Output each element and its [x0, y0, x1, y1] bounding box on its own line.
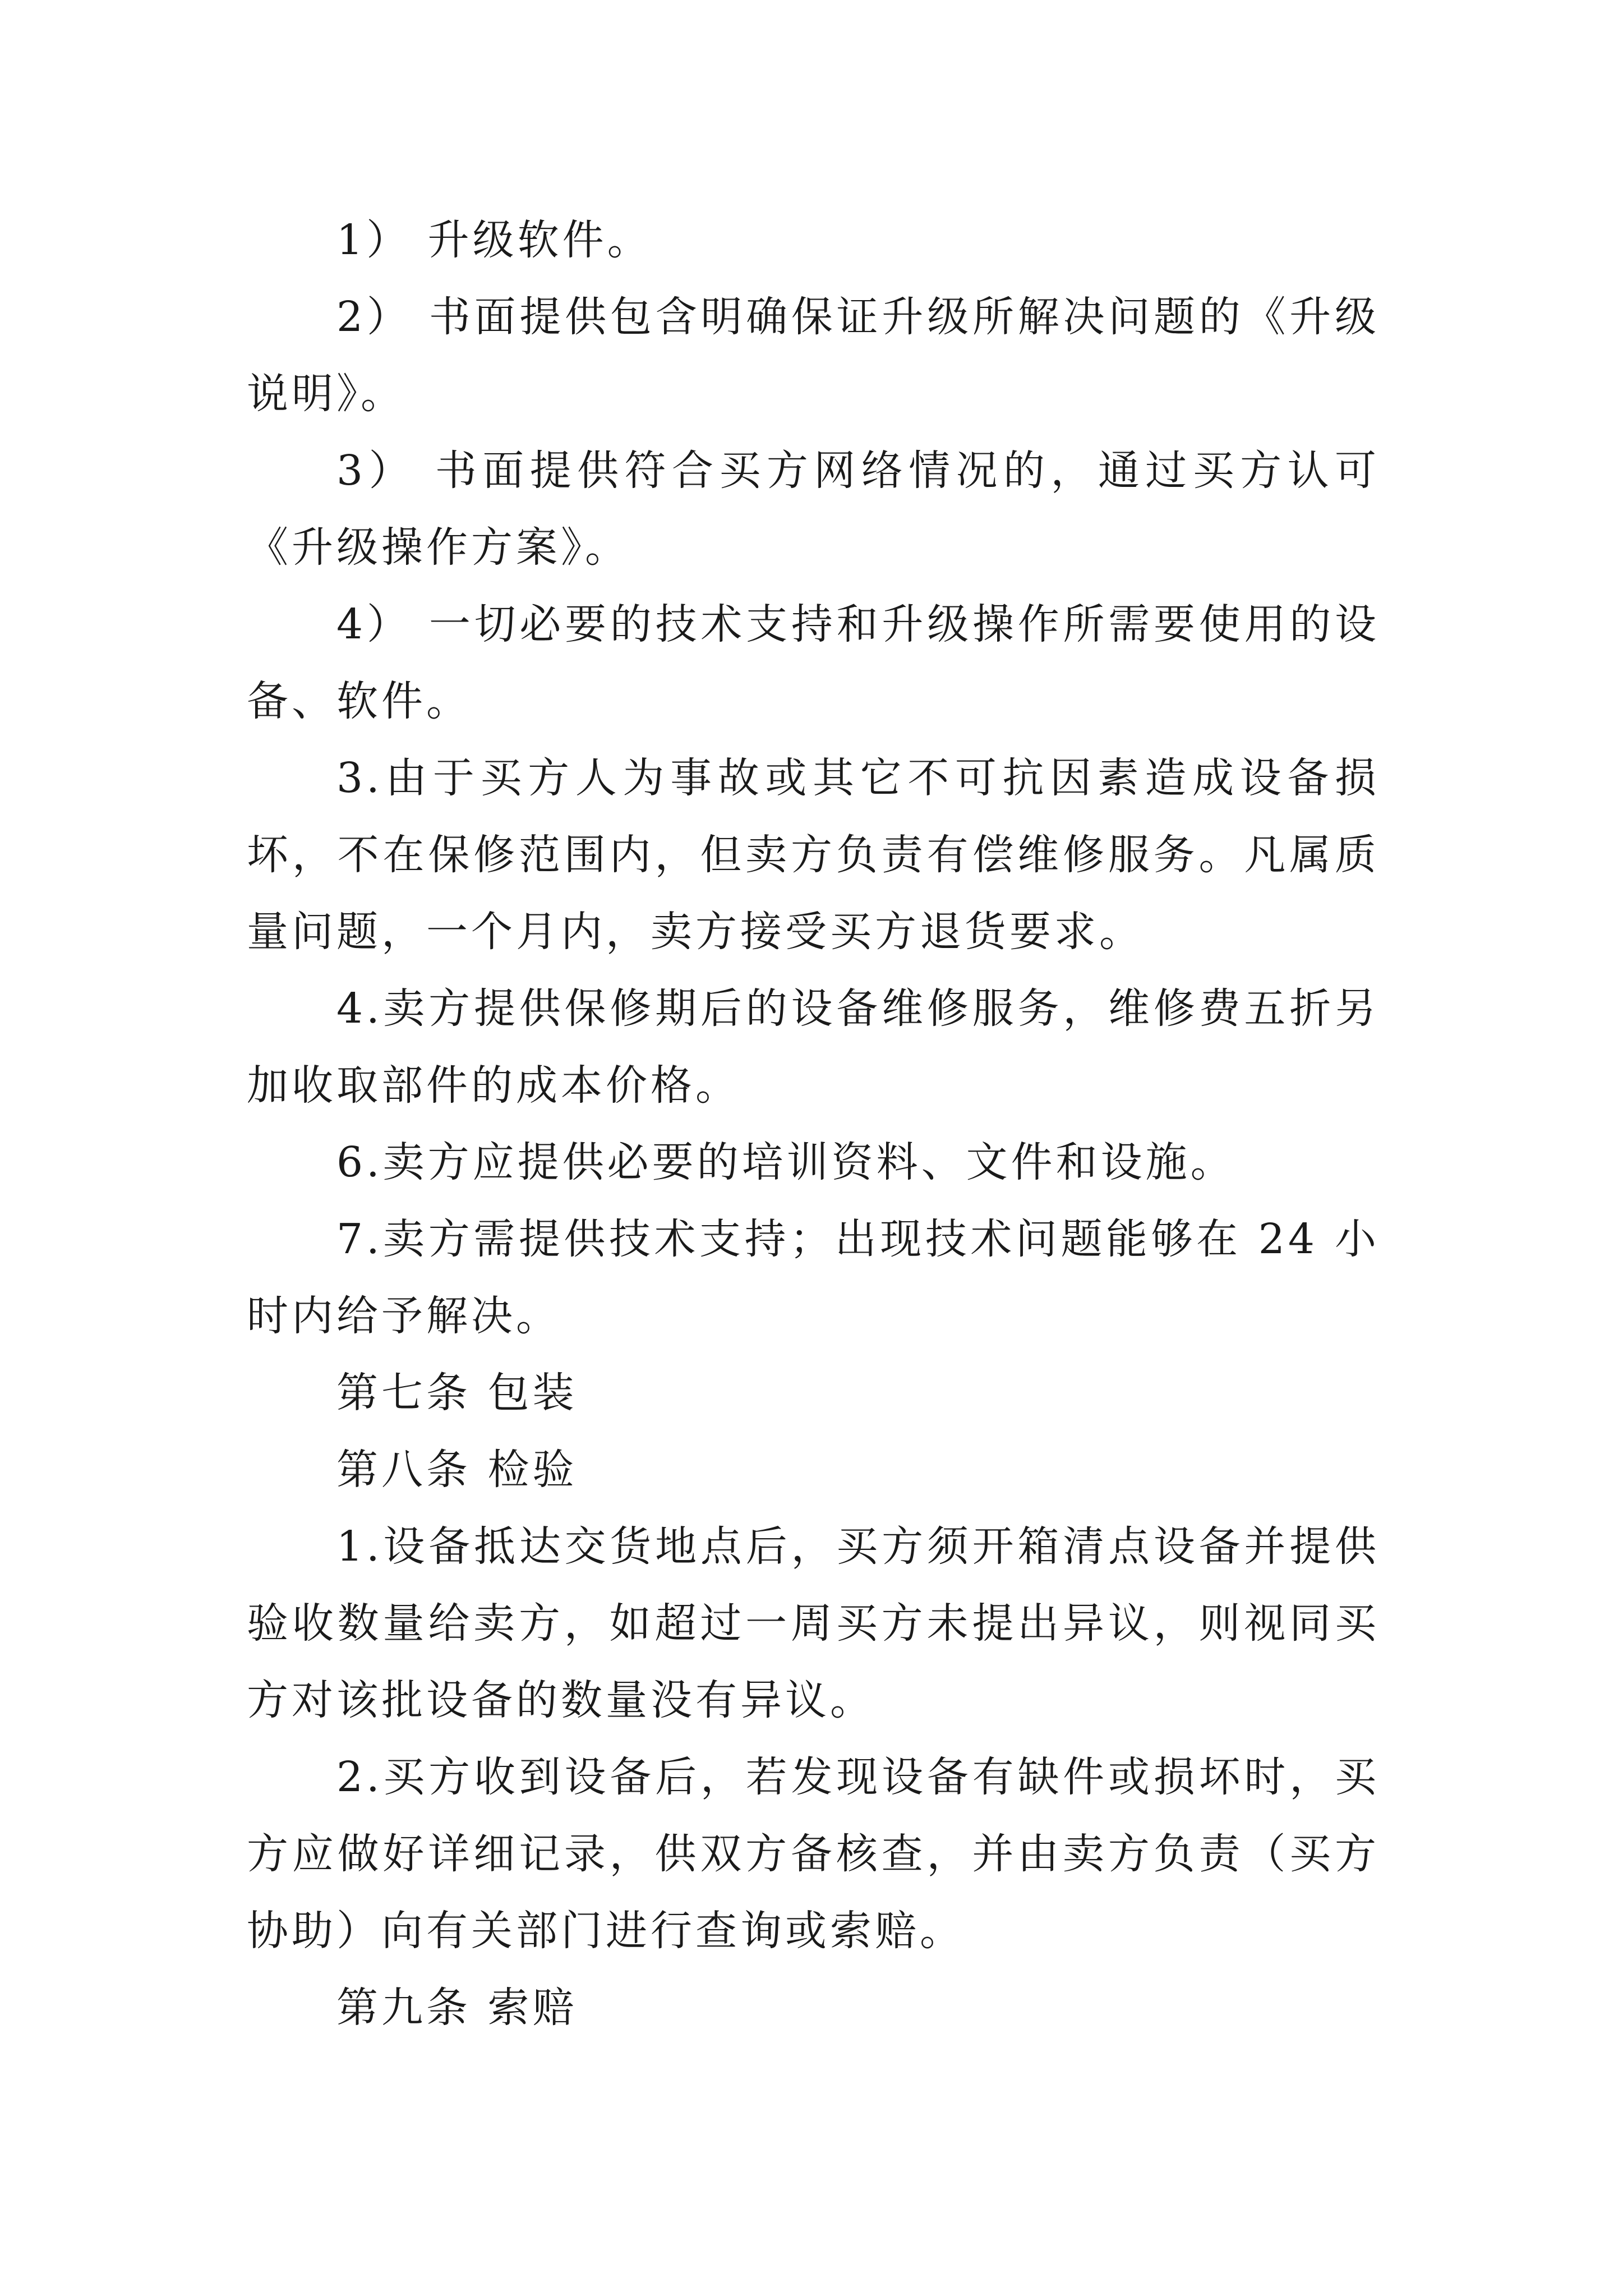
heading-article-8: 第八条 检验: [336, 1446, 578, 1494]
paragraph-clause-4: 4.卖方提供保修期后的设备维修服务，维修费五折另加收取部件的成本价格。: [247, 984, 1380, 1110]
paragraph-upgrade-plan: 3） 书面提供符合买方网络情况的，通过买方认可《升级操作方案》。: [247, 447, 1380, 572]
paragraph-inspection-1: 1.设备抵达交货地点后，买方须开箱清点设备并提供验收数量给卖方，如超过一周买方未提出异议，则视同买方对该批设备的数量没有异议。: [247, 1522, 1380, 1724]
paragraph-upgrade-software: 1） 升级软件。: [336, 216, 652, 264]
heading-article-9: 第九条 索赔: [336, 1984, 578, 2032]
paragraph-upgrade-notes: 2） 书面提供包含明确保证升级所解决问题的《升级说明》。: [247, 293, 1380, 418]
paragraph-clause-7: 7.卖方需提供技术支持；出现技术问题能够在 24 小时内给予解决。: [247, 1215, 1380, 1340]
paragraph-clause-6: 6.卖方应提供必要的培训资料、文件和设施。: [336, 1138, 1235, 1186]
paragraph-inspection-2: 2.买方收到设备后，若发现设备有缺件或损坏时，买方应做好详细记录，供双方备核查，并由卖方负责（买方协助）向有关部门进行查询或索赔。: [247, 1753, 1380, 1955]
heading-article-7: 第七条 包装: [336, 1369, 578, 1417]
document-body: [247, 202, 1380, 2046]
paragraph-clause-3: 3.由于买方人为事故或其它不可抗因素造成设备损坏，不在保修范围内，但卖方负责有偿维修服务。凡属质量问题，一个月内，卖方接受买方退货要求。: [247, 754, 1380, 956]
paragraph-technical-support: 4） 一切必要的技术支持和升级操作所需要使用的设备、软件。: [247, 600, 1380, 725]
